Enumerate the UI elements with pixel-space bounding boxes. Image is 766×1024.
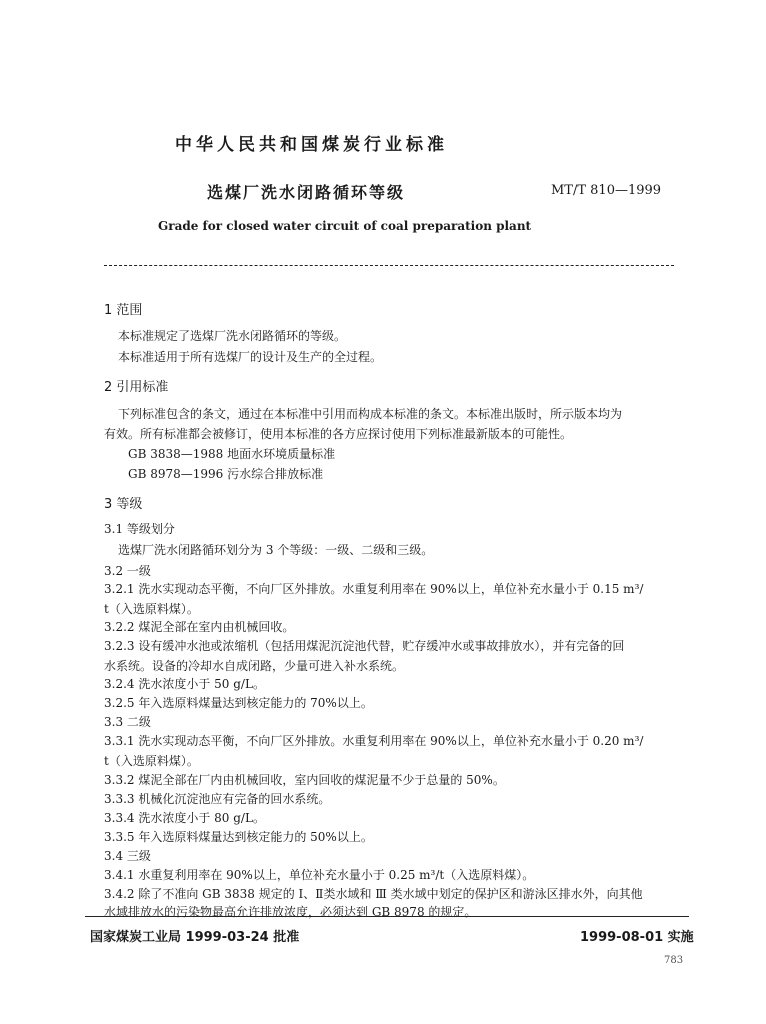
clause-3-1-text: 选煤厂洗水闭路循环划分为 3 个等级：一级、二级和三级。 [118, 543, 434, 557]
implementation-date: 1999-08-01 实施 [580, 930, 694, 945]
standard-code: MT/T 810—1999 [551, 183, 662, 198]
clause-3-4: 3.4 三级 [104, 849, 151, 863]
header-divider [104, 265, 674, 266]
clause-3-4-2-line-1: 3.4.2 除了不准向 GB 3838 规定的 Ⅰ、Ⅱ类水域和 Ⅲ 类水域中划定的保护区和游泳区排水外，向其他 [104, 887, 643, 901]
section-1-paragraph-2: 本标准适用于所有选煤厂的设计及生产的全过程。 [118, 350, 383, 364]
document-title: 选煤厂洗水闭路循环等级 [207, 183, 406, 202]
clause-3-3-2: 3.3.2 煤泥全部在厂内由机械回收，室内回收的煤泥量不少于总量的 50%。 [104, 773, 505, 787]
clause-3-3-5: 3.3.5 年入选原料煤量达到核定能力的 50%以上。 [104, 830, 373, 844]
reference-gb8978: GB 8978—1996 污水综合排放标准 [128, 467, 324, 481]
clause-3-2-1-line-2: t（入选原料煤）。 [104, 602, 199, 616]
clause-3-1: 3.1 等级划分 [104, 522, 175, 536]
english-title: Grade for closed water circuit of coal preparation plant [158, 219, 532, 233]
clause-3-3: 3.3 二级 [104, 715, 151, 729]
section-2-paragraph-line-1: 下列标准包含的条文，通过在本标准中引用而构成本标准的条文。本标准出版时，所示版本均为 [118, 407, 623, 421]
clause-3-4-2-line-2: 水域排放水的污染物最高允许排放浓度，必须达到 GB 8978 的规定。 [104, 905, 477, 919]
clause-3-2-5: 3.2.5 年入选原料煤量达到核定能力的 70%以上。 [104, 696, 373, 710]
section-1-paragraph-1: 本标准规定了选煤厂洗水闭路循环的等级。 [118, 329, 347, 343]
issuing-body-header: 中华人民共和国煤炭行业标准 [175, 135, 448, 155]
section-2-heading: 2 引用标准 [104, 380, 169, 395]
clause-3-2: 3.2 一级 [104, 564, 151, 578]
clause-3-2-3-line-2: 水系统。设备的冷却水自成闭路，少量可进入补水系统。 [104, 659, 405, 673]
section-2-paragraph-line-2: 有效。所有标准都会被修订，使用本标准的各方应探讨使用下列标准最新版本的可能性。 [104, 427, 573, 441]
clause-3-3-1-line-1: 3.3.1 洗水实现动态平衡，不向厂区外排放。水重复利用率在 90%以上，单位补充水量小于 0.20 m³/ [104, 734, 644, 748]
approval-date: 国家煤炭工业局 1999-03-24 批准 [90, 930, 300, 945]
clause-3-2-2: 3.2.2 煤泥全部在室内由机械回收。 [104, 620, 295, 634]
section-3-heading: 3 等级 [104, 497, 143, 512]
reference-gb3838: GB 3838—1988 地面水环境质量标准 [128, 447, 336, 461]
section-1-heading: 1 范围 [104, 303, 143, 318]
footer-divider [85, 916, 689, 917]
clause-3-2-4: 3.2.4 洗水浓度小于 50 g/L。 [104, 677, 265, 691]
clause-3-3-3: 3.3.3 机械化沉淀池应有完备的回水系统。 [104, 792, 331, 806]
clause-3-4-1: 3.4.1 水重复利用率在 90%以上，单位补充水量小于 0.25 m³/t（入选原料煤）。 [104, 868, 535, 882]
clause-3-3-4: 3.3.4 洗水浓度小于 80 g/L。 [104, 811, 265, 825]
clause-3-3-1-line-2: t（入选原料煤）。 [104, 754, 199, 768]
clause-3-2-1-line-1: 3.2.1 洗水实现动态平衡，不向厂区外排放。水重复利用率在 90%以上，单位补充水量小于 0.15 m³/ [104, 582, 644, 596]
page-number: 783 [664, 955, 684, 966]
clause-3-2-3-line-1: 3.2.3 设有缓冲水池或浓缩机（包括用煤泥沉淀池代替，贮存缓冲水或事故排放水），并有完备的回 [104, 639, 625, 653]
